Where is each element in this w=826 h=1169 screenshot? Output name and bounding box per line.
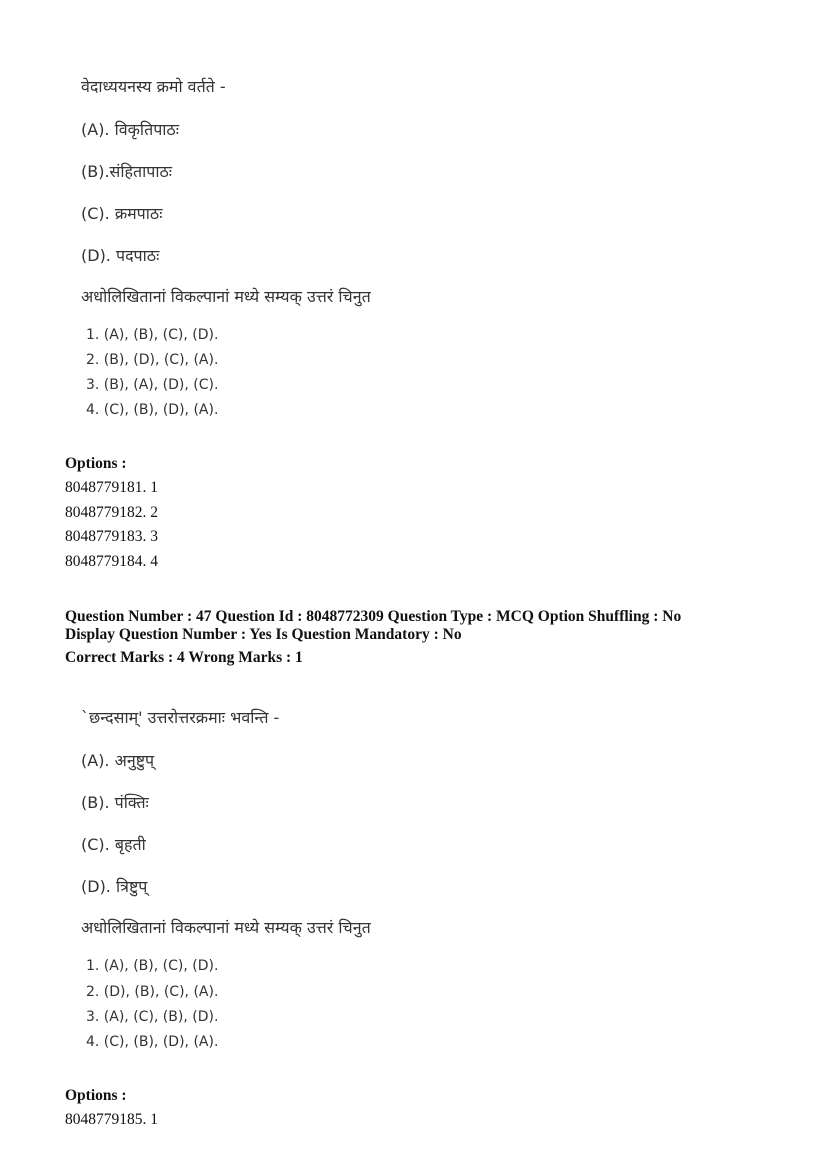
q46-instruction: अधोलिखितानां विकल्पानां मध्ये सम्यक् उत्तरं चिनुत [81, 287, 371, 306]
q47-meta-line1: Question Number : 47 Question Id : 8048772309 Question Type : MCQ Option Shuffling : No [65, 608, 682, 625]
q46-item-b: (B).संहितापाठः [81, 162, 173, 181]
q47-stem: `छन्दसाम्' उत्तरोत्तरक्रमाः भवन्ति - [81, 708, 280, 727]
q47-item-a: (A). अनुष्टुप् [81, 751, 155, 770]
q46-item-d: (D). पदपाठः [81, 246, 160, 265]
q46-choice-1: 1. (A), (B), (C), (D). [86, 327, 219, 343]
q46-option-4: 8048779184. 4 [65, 553, 158, 570]
q46-choice-2: 2. (B), (D), (C), (A). [86, 352, 219, 368]
q47-meta-line2: Display Question Number : Yes Is Question Mandatory : No [65, 626, 462, 643]
q46-choice-4: 4. (C), (B), (D), (A). [86, 402, 219, 418]
q46-option-1: 8048779181. 1 [65, 479, 158, 496]
q47-item-b: (B). पंक्तिः [81, 793, 149, 812]
q47-choice-4: 4. (C), (B), (D), (A). [86, 1034, 219, 1050]
q47-marks: Correct Marks : 4 Wrong Marks : 1 [65, 649, 303, 666]
q47-options-label: Options : [65, 1087, 127, 1104]
q46-item-c: (C). क्रमपाठः [81, 204, 163, 223]
q47-item-c: (C). बृहती [81, 835, 146, 854]
q46-option-3: 8048779183. 3 [65, 528, 158, 545]
q47-item-d: (D). त्रिष्टुप् [81, 877, 148, 896]
q47-choice-3: 3. (A), (C), (B), (D). [86, 1009, 219, 1025]
q46-stem: वेदाध्ययनस्य क्रमो वर्तते - [81, 77, 226, 96]
q47-choice-1: 1. (A), (B), (C), (D). [86, 958, 219, 974]
q47-option-1: 8048779185. 1 [65, 1111, 158, 1128]
q47-choice-2: 2. (D), (B), (C), (A). [86, 984, 219, 1000]
q47-instruction: अधोलिखितानां विकल्पानां मध्ये सम्यक् उत्तरं चिनुत [81, 918, 371, 937]
q46-item-a: (A). विकृतिपाठः [81, 120, 179, 139]
q46-option-2: 8048779182. 2 [65, 504, 158, 521]
q46-options-label: Options : [65, 455, 127, 472]
q46-choice-3: 3. (B), (A), (D), (C). [86, 377, 219, 393]
